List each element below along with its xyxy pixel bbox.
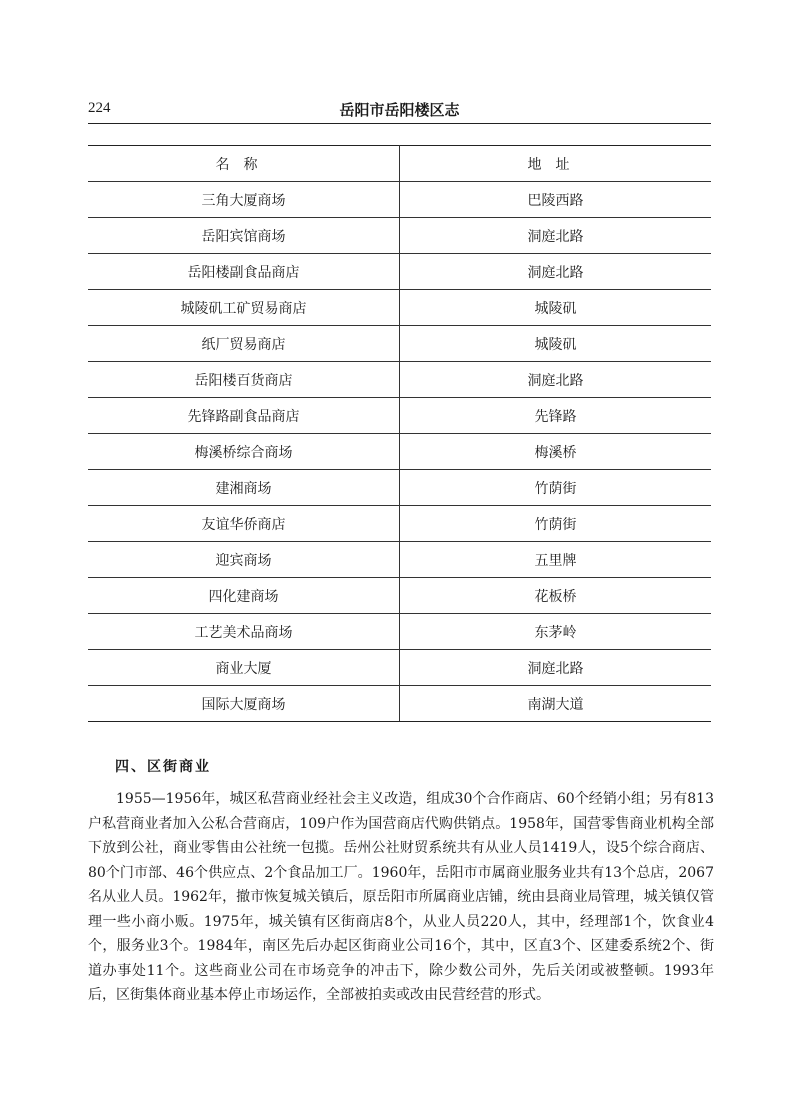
shop-name-cell: 建湘商场 xyxy=(88,470,400,506)
shop-name-cell: 城陵矶工矿贸易商店 xyxy=(88,290,400,326)
running-title: 岳阳市岳阳楼区志 xyxy=(339,101,460,119)
table-row xyxy=(88,434,711,470)
page-number: 224 xyxy=(88,100,111,116)
page-header xyxy=(88,98,711,122)
shop-address-cell: 花板桥 xyxy=(400,578,712,614)
shop-name-cell: 纸厂贸易商店 xyxy=(88,326,400,362)
shop-name-cell: 迎宾商场 xyxy=(88,542,400,578)
shop-directory-table xyxy=(88,145,711,722)
shop-name-cell: 友谊华侨商店 xyxy=(88,506,400,542)
table-row xyxy=(88,362,711,398)
shop-name-cell: 岳阳宾馆商场 xyxy=(88,218,400,254)
table-row xyxy=(88,686,711,722)
shop-address-cell: 竹荫街 xyxy=(400,506,712,542)
column-header-address: 地址 xyxy=(400,146,712,182)
shop-address-cell: 城陵矶 xyxy=(400,326,712,362)
shop-name-cell: 三角大厦商场 xyxy=(88,182,400,218)
shop-address-cell: 巴陵西路 xyxy=(400,182,712,218)
shop-address-cell: 洞庭北路 xyxy=(400,218,712,254)
shop-address-cell: 洞庭北路 xyxy=(400,362,712,398)
shop-address-cell: 东茅岭 xyxy=(400,614,712,650)
table-row xyxy=(88,290,711,326)
shop-name-cell: 岳阳楼百货商店 xyxy=(88,362,400,398)
shop-address-cell: 梅溪桥 xyxy=(400,434,712,470)
shop-address-cell: 先锋路 xyxy=(400,398,712,434)
shop-address-cell: 洞庭北路 xyxy=(400,254,712,290)
table-row xyxy=(88,506,711,542)
shop-address-cell: 洞庭北路 xyxy=(400,650,712,686)
table-row xyxy=(88,218,711,254)
body-paragraph: 1955—1956年，城区私营商业经社会主义改造，组成30个合作商店、60个经销小组；另有813户私营商业者加入公私合营商店，109户作为国营商店代购供销点。1958年，国营零售商业机构全部下放到公社，商业零售由公社统一包揽。岳州公社财贸系统共有从业人员1419人，设5个综合商店、80个门市部、46个供应点、2个食品加工厂。1960年，岳阳市市属商业服务业共有13个总店，2067名从业人员。1962年，撤市恢复城关镇后，原岳阳市所属商业店铺，统由县商业局管理，城关镇仅管理一些小商小贩。1975年，城关镇有区街商店8个，从业人员220人，其中，经理部1个，饮食业4个，服务业3个。1984年，南区先后办起区街商业公司16个，其中，区直3个、区建委系统2个、街道办事处11个。这些商业公司在市场竞争的冲击下，除少数公司外，先后关闭或被整顿。1993年后，区街集体商业基本停止市场运作，全部被拍卖或改由民营经营的形式。 xyxy=(88,791,714,1003)
shop-name-cell: 商业大厦 xyxy=(88,650,400,686)
shop-name-cell: 四化建商场 xyxy=(88,578,400,614)
table-body xyxy=(88,182,711,722)
header-rule xyxy=(88,123,711,124)
shop-address-cell: 城陵矶 xyxy=(400,290,712,326)
table-row xyxy=(88,254,711,290)
shop-name-cell: 先锋路副食品商店 xyxy=(88,398,400,434)
table-row xyxy=(88,650,711,686)
table-row xyxy=(88,542,711,578)
table-row xyxy=(88,398,711,434)
table-row xyxy=(88,326,711,362)
shop-name-cell: 工艺美术品商场 xyxy=(88,614,400,650)
shop-address-cell: 竹荫街 xyxy=(400,470,712,506)
table-header-row xyxy=(88,146,711,182)
shop-address-cell: 五里牌 xyxy=(400,542,712,578)
shop-address-cell: 南湖大道 xyxy=(400,686,712,722)
table-row xyxy=(88,614,711,650)
column-header-name: 名称 xyxy=(88,146,400,182)
section-heading: 四、区街商业 xyxy=(115,759,211,775)
shop-name-cell: 国际大厦商场 xyxy=(88,686,400,722)
table-row xyxy=(88,578,711,614)
table-row xyxy=(88,182,711,218)
shop-name-cell: 岳阳楼副食品商店 xyxy=(88,254,400,290)
table-row xyxy=(88,470,711,506)
shop-name-cell: 梅溪桥综合商场 xyxy=(88,434,400,470)
